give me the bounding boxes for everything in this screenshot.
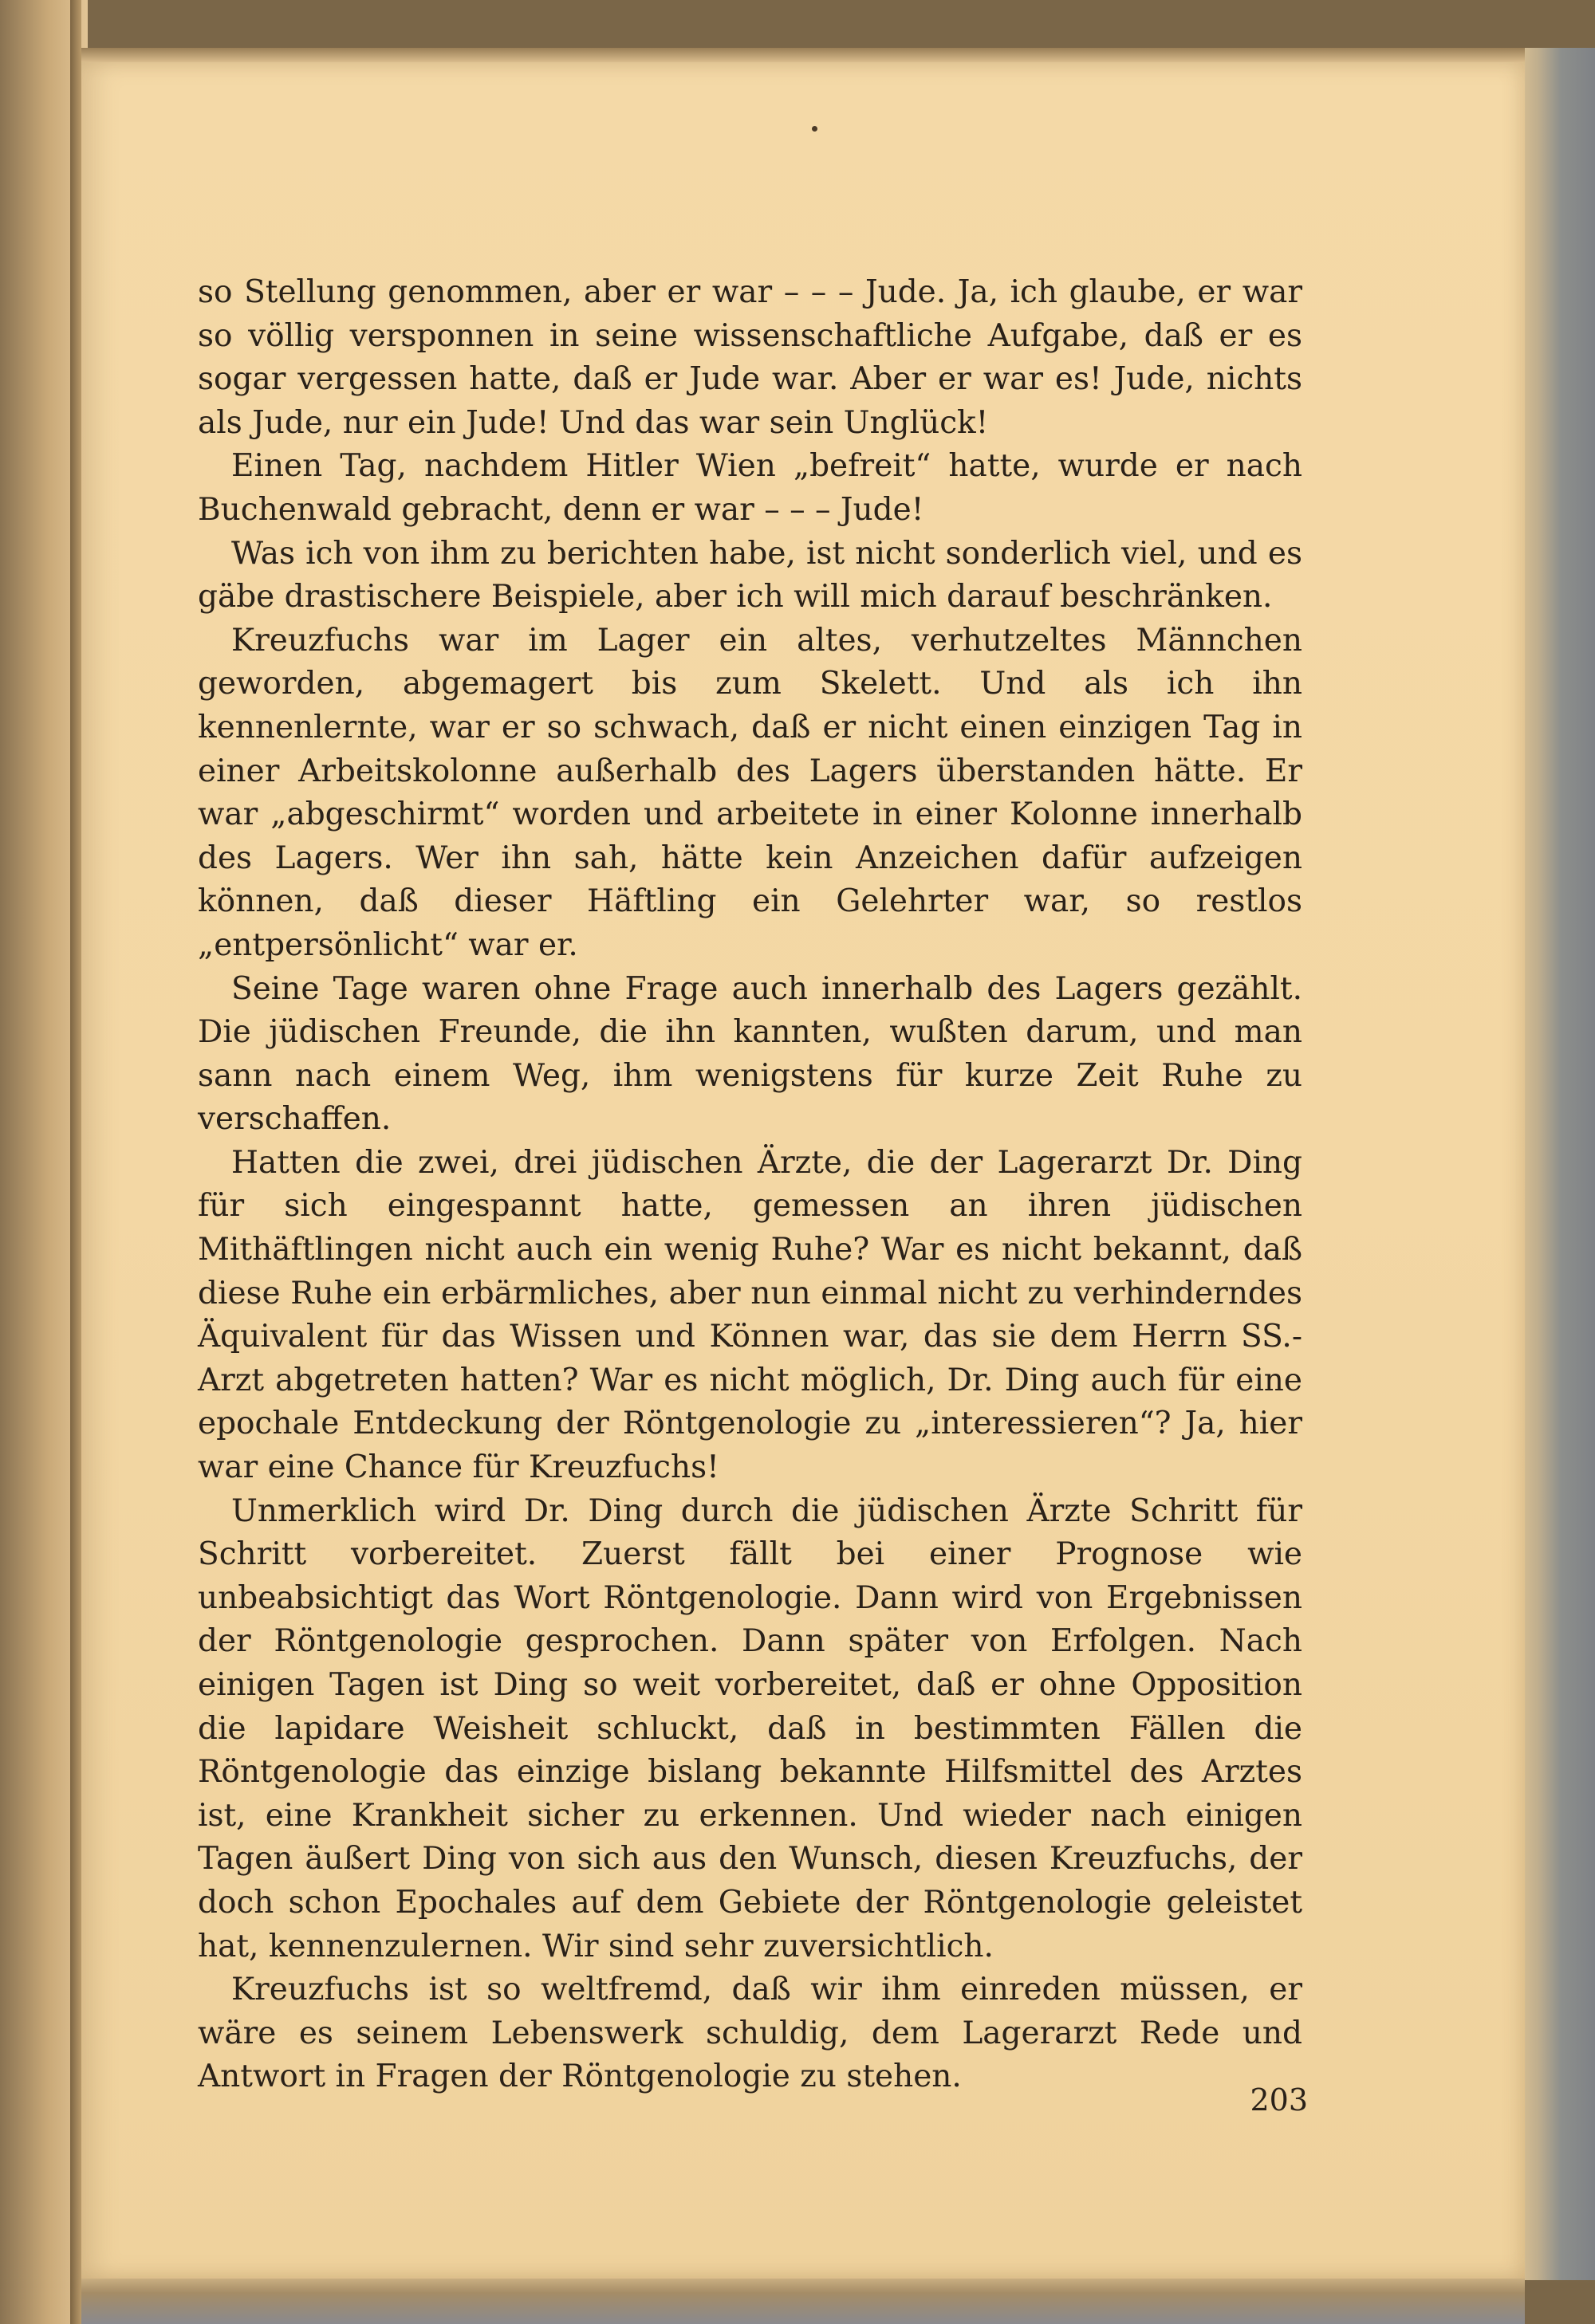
paragraph-2: Einen Tag, nachdem Hitler Wien „befreit“ hatte, wurde er nach Buchenwald gebracht, denn er war – – – Jude! bbox=[198, 448, 1302, 528]
body-text bbox=[198, 271, 1302, 2099]
book-gutter bbox=[70, 0, 81, 2324]
page-number: 203 bbox=[1250, 2082, 1308, 2118]
paragraph-7: Unmerklich wird Dr. Ding durch die jüdischen Ärzte Schritt für Schritt vorbereitet. Zuerst fällt bei einer Prognose wie unbeabsichtigt das Wort Röntgenologie. Dann wird von Ergebnissen der Röntgenologie gesprochen. Dann später von Erfolgen. Nach einigen Tagen ist Ding so weit vorbereitet, daß er ohne Opposition die lapidare Weisheit schluckt, daß in bestimmten Fällen die Röntgenologie das einzige bislang bekannte Hilfsmittel des Arztes ist, eine Krankheit sicher zu erkennen. Und wieder nach einigen Tagen äußert Ding von sich aus den Wunsch, diesen Kreuzfuchs, der doch schon Epochales auf dem Gebiete der Röntgenologie geleistet hat, kennenzulernen. Wir sind sehr zuversichtlich. bbox=[198, 1492, 1302, 1964]
paragraph-4: Kreuzfuchs war im Lager ein altes, verhutzeltes Männchen geworden, abgemagert bis zum Skelett. Und als ich ihn kennenlernte, war er so schwach, daß er nicht einen einzigen Tag in einer Arbeitskolonne außerhalb des Lagers überstanden hätte. Er war „abgeschirmt“ worden und arbeitete in einer Kolonne innerhalb des Lagers. Wer ihn sah, hätte kein Anzeichen dafür aufzeigen können, daß dieser Häftling ein Gelehrter war, so restlos „entpersönlicht“ war er. bbox=[198, 622, 1302, 963]
paper-speck bbox=[812, 126, 817, 132]
paragraph-5: Seine Tage waren ohne Frage auch innerhalb des Lagers gezählt. Die jüdischen Freunde, die ihn kannten, wußten darum, und man sann nach einem Weg, ihm wenigstens für kurze Zeit Ruhe zu verschaffen. bbox=[198, 970, 1302, 1138]
right-page-edges bbox=[1519, 48, 1595, 2280]
paragraph-3: Was ich von ihm zu berichten habe, ist nicht sonderlich viel, und es gäbe drastischere Beispiele, aber ich will mich darauf beschränken. bbox=[198, 535, 1302, 615]
page-bottom-edge bbox=[81, 2272, 1525, 2324]
paragraph-6: Hatten die zwei, drei jüdischen Ärzte, die der Lagerarzt Dr. Ding für sich eingespannt hatte, gemessen an ihren jüdischen Mithäftlingen nicht auch ein wenig Ruhe? War es nicht bekannt, daß diese Ruhe ein erbärmliches, aber nun einmal nicht zu verhinderndes Äquivalent für das Wissen und Können war, das sie dem Herrn SS.-Arzt abgetreten hatten? War es nicht möglich, Dr. Ding auch für eine epochale Entdeckung der Röntgenologie zu „interessieren“? Ja, hier war eine Chance für Kreuzfuchs! bbox=[198, 1144, 1302, 1486]
paragraph-1: so Stellung genommen, aber er war – – – Jude. Ja, ich glaube, er war so völlig versponnen in seine wissenschaftliche Aufgabe, daß er es sogar vergessen hatte, daß er Jude war. Aber er war es! Jude, nichts als Jude, nur ein Jude! Und das war sein Unglück! bbox=[198, 274, 1302, 441]
paragraph-8: Kreuzfuchs ist so weltfremd, daß wir ihm einreden müssen, er wäre es seinem Lebenswerk schuldig, dem Lagerarzt Rede und Antwort in Fragen der Röntgenologie zu stehen. bbox=[198, 1972, 1302, 2095]
